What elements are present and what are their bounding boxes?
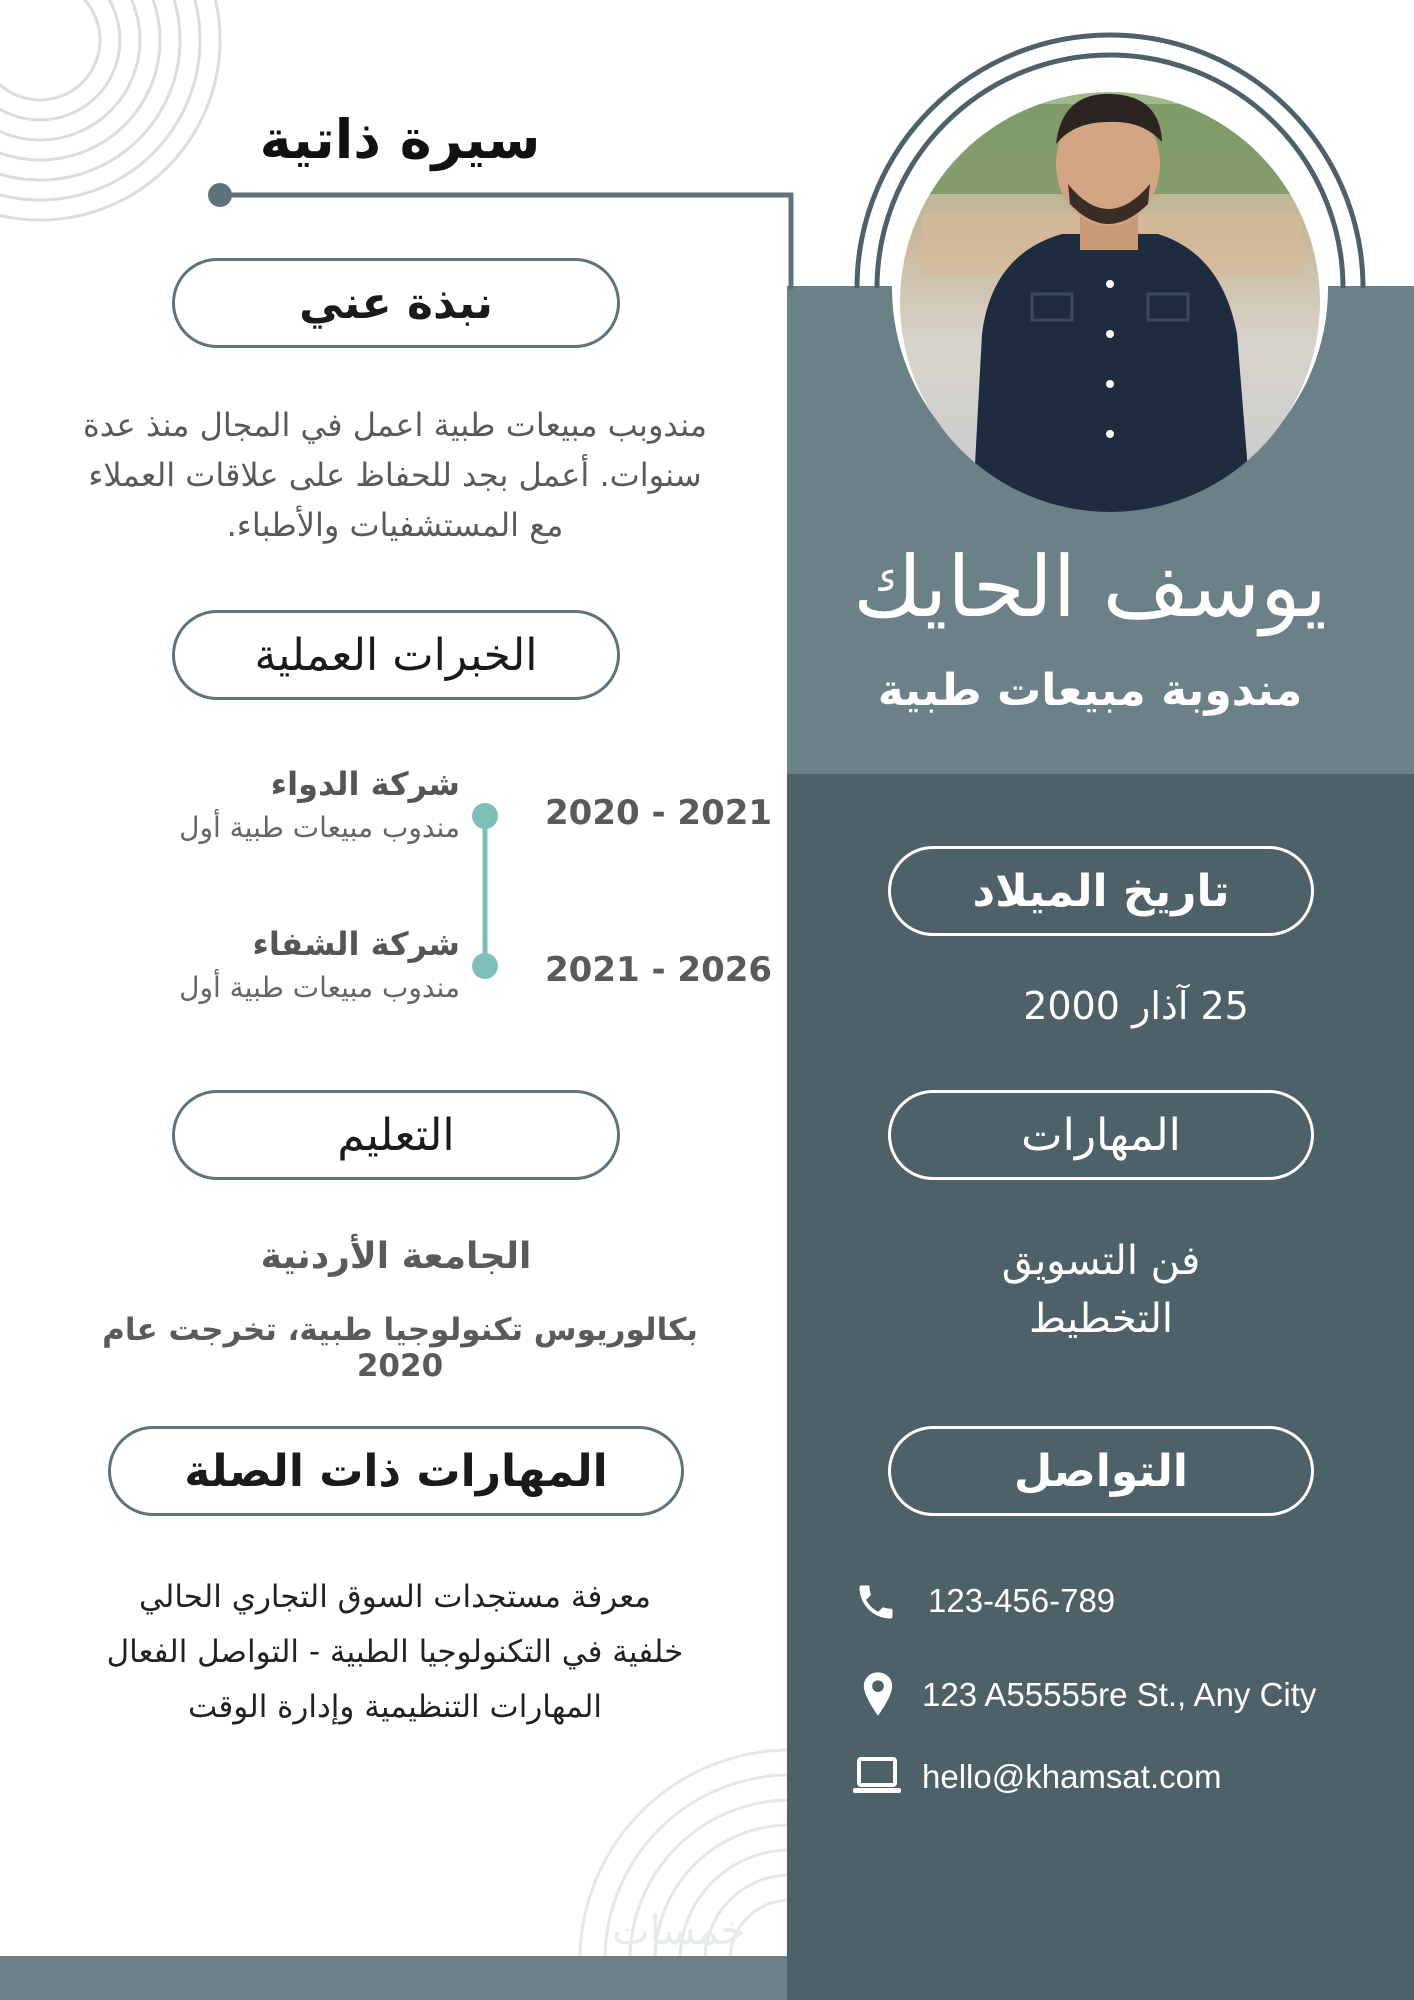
about-line: مندوبب مبيعات طبية اعمل في المجال منذ عدة <box>82 406 707 444</box>
contact-address: 123 A55555re St., Any City <box>922 1676 1317 1713</box>
laptop-icon <box>852 1756 902 1796</box>
job-role: مندوب مبيعات طبية أول <box>179 811 460 844</box>
birth-heading-label: تاريخ الميلاد <box>972 865 1230 917</box>
about-text <box>40 400 750 550</box>
birth-heading <box>888 846 1314 936</box>
job-years: 2020 - 2021 <box>545 793 773 833</box>
education-degree: بكالوريوس تكنولوجيا طبية، تخرجت عام 2020 <box>102 1312 698 1384</box>
about-line: مع المستشفيات والأطباء. <box>226 506 564 544</box>
profile-job-title: مندوبة مبيعات طبية <box>877 665 1303 716</box>
contact-phone[interactable]: 123-456-789 <box>928 1582 1116 1619</box>
location-pin-icon <box>858 1670 898 1718</box>
education-school: الجامعة الأردنية <box>260 1236 532 1277</box>
job-years: 2021 - 2026 <box>545 950 773 990</box>
related-skill-line: معرفة مستجدات السوق التجاري الحالي <box>139 1579 651 1615</box>
related-skill-line: خلفية في التكنولوجيا الطبية - التواصل الفعال <box>106 1634 684 1670</box>
birth-date: 25 آذار 2000 <box>1023 984 1249 1028</box>
skills-heading <box>888 1090 1314 1180</box>
experience-item <box>100 765 460 844</box>
experience-timeline <box>470 800 500 980</box>
job-company: شركة الشفاء <box>252 925 460 963</box>
experience-heading <box>172 610 620 700</box>
profile-name: يوسف الحايك <box>853 538 1327 636</box>
related-skills-heading-label: المهارات ذات الصلة <box>184 1445 608 1497</box>
skills-list <box>888 1232 1314 1348</box>
skill-item: فن التسويق <box>1001 1238 1201 1284</box>
education-heading <box>172 1090 620 1180</box>
contact-heading-label: التواصل <box>1013 1445 1189 1497</box>
job-company: شركة الدواء <box>270 765 460 803</box>
contact-heading <box>888 1426 1314 1516</box>
info-panel <box>787 774 1414 2000</box>
education-heading-label: التعليم <box>337 1109 455 1161</box>
experience-heading-label: الخبرات العملية <box>254 629 538 681</box>
phone-icon <box>854 1580 898 1624</box>
skill-item: التخطيط <box>1028 1296 1174 1342</box>
job-role: مندوب مبيعات طبية أول <box>179 971 460 1004</box>
about-line: سنوات. أعمل بجد للحفاظ على علاقات العملاء <box>88 456 702 494</box>
contact-email[interactable]: hello@khamsat.com <box>922 1758 1222 1795</box>
related-skills-heading <box>108 1426 684 1516</box>
cv-title: سيرة ذاتية <box>259 108 541 171</box>
about-heading-label: نبذة عني <box>299 277 493 329</box>
bottom-strip <box>0 1956 787 2000</box>
about-heading <box>172 258 620 348</box>
profile-photo <box>892 84 1328 520</box>
related-skills-text <box>40 1570 750 1735</box>
skills-heading-label: المهارات <box>1021 1109 1181 1161</box>
decorative-arcs-top <box>0 0 230 240</box>
watermark: خمسات <box>612 1908 746 1954</box>
experience-item <box>100 925 460 1004</box>
related-skill-line: المهارات التنظيمية وإدارة الوقت <box>187 1689 603 1725</box>
